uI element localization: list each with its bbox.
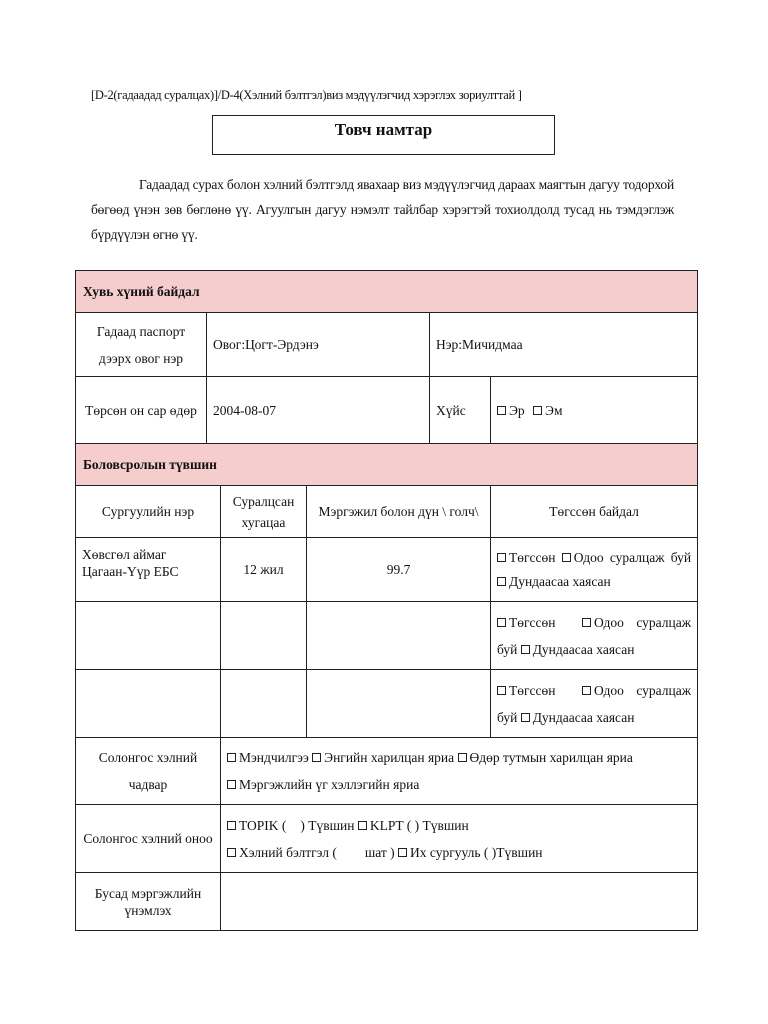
studying-checkbox[interactable] [582,686,591,695]
other-certificate-field[interactable] [221,873,698,931]
gender-options [491,377,698,444]
professional-conversation-label: Мэргэжлийн үг хэллэгийн яриа [239,777,420,792]
university-label: Их сургууль ( )Түвшин [410,844,543,860]
school-name-cell[interactable] [76,670,221,738]
intro-paragraph: Гадаадад сурах болон хэлний бэлтгэлд явахаар виз мэдүүлэгчид дараах маягтын дагуу тодорхой бөгөөд үнэн зөв бөглөнө үү. Агуулгын дагуу нэмэлт тайлбар хэрэгтэй тохиолдолд тусад нь тэмдэглэж бүрдүүлэн өгнө үү. [91,177,674,242]
education-row [76,602,698,670]
personal-section-header: Хувь хүний байдал [76,271,698,313]
resume-form-table [75,270,698,931]
gender-male-checkbox[interactable] [497,406,506,415]
gender-male-label: Эр [509,402,525,418]
education-section-header: Боловсролын түвшин [76,444,698,486]
duration-cell[interactable] [221,670,307,738]
birth-date-label: Төрсөн он сар өдөр [76,377,207,444]
klpt-checkbox[interactable] [358,821,367,830]
language-prep-label: Хэлний бэлтгэл ( [239,844,337,860]
duration-cell[interactable] [221,602,307,670]
graduated-checkbox[interactable] [497,553,506,562]
major-cell[interactable] [307,670,491,738]
education-row [76,670,698,738]
klpt-label: KLPT ( ) Түвшин [369,817,469,833]
status-cell [491,670,698,738]
topik-level-label: ) Түвшин [300,817,355,833]
topik-checkbox[interactable] [227,821,236,830]
status-header: Төгссөн байдал [491,486,698,538]
school-name-cell[interactable] [76,602,221,670]
graduated-label: Төгссөн [509,682,556,698]
school-name-cell[interactable]: Хөвсгөл аймаг Цагаан-Үүр ЕБС [76,538,221,602]
dropped-label: Дундаасаа хаясан [509,573,611,589]
daily-conversation-checkbox[interactable] [458,753,467,762]
major-header: Мэргэжил болон дүн \ голч\ [307,486,491,538]
page-title: Товч намтар [212,115,555,155]
studying-checkbox[interactable] [562,553,571,562]
language-prep-stage-label: шат ) [364,844,395,860]
dropped-checkbox[interactable] [521,645,530,654]
studying-label: Одоо суралцаж буй [573,549,692,565]
school-name-header: Сургуулийн нэр [76,486,221,538]
duration-cell[interactable]: 12 жил [221,538,307,602]
topik-label: TOPIK ( [239,817,287,833]
university-checkbox[interactable] [398,848,407,857]
status-cell [491,538,698,602]
major-cell[interactable]: 99.7 [307,538,491,602]
gender-female-checkbox[interactable] [533,406,542,415]
korean-ability-label: Солонгос хэлний чадвар [76,738,221,805]
language-prep-checkbox[interactable] [227,848,236,857]
studying-label: Одоо суралцаж буй [497,614,692,657]
korean-score-label: Солонгос хэлний оноо [76,805,221,873]
simple-conversation-label: Энгийн харилцан яриа [324,750,455,765]
greeting-checkbox[interactable] [227,753,236,762]
graduated-label: Төгссөн [509,549,556,565]
korean-score-options [221,805,698,873]
studying-label: Одоо суралцаж буй [497,682,692,725]
professional-conversation-checkbox[interactable] [227,780,236,789]
gender-female-label: Эм [545,402,563,418]
given-name-field[interactable]: Нэр:Мичидмаа [430,313,698,377]
status-cell [491,602,698,670]
major-cell[interactable] [307,602,491,670]
daily-conversation-label: Өдөр тутмын харилцан яриа [469,750,633,765]
gender-label: Хүйс [430,377,491,444]
simple-conversation-checkbox[interactable] [312,753,321,762]
graduated-label: Төгссөн [509,614,556,630]
korean-ability-options [221,738,698,805]
dropped-label: Дундаасаа хаясан [532,641,635,657]
studying-checkbox[interactable] [582,618,591,627]
other-certificate-label: Бусад мэргэжлийн үнэмлэх [76,873,221,931]
dropped-checkbox[interactable] [521,713,530,722]
birth-date-field[interactable]: 2004-08-07 [207,377,430,444]
graduated-checkbox[interactable] [497,618,506,627]
dropped-checkbox[interactable] [497,577,506,586]
greeting-label: Мэндчилгээ [239,750,309,765]
passport-name-label: Гадаад паспорт дээрх овог нэр [76,313,207,377]
duration-header: Суралцсан хугацаа [221,486,307,538]
surname-field[interactable]: Овог:Цогт-Эрдэнэ [207,313,430,377]
dropped-label: Дундаасаа хаясан [532,709,635,725]
education-row [76,538,698,602]
visa-type-note: [D-2(гадаадад суралцах)]/D-4(Хэлний бэлтгэл)виз мэдүүлэгчид хэрэглэх зориулттай ] [91,88,522,102]
graduated-checkbox[interactable] [497,686,506,695]
